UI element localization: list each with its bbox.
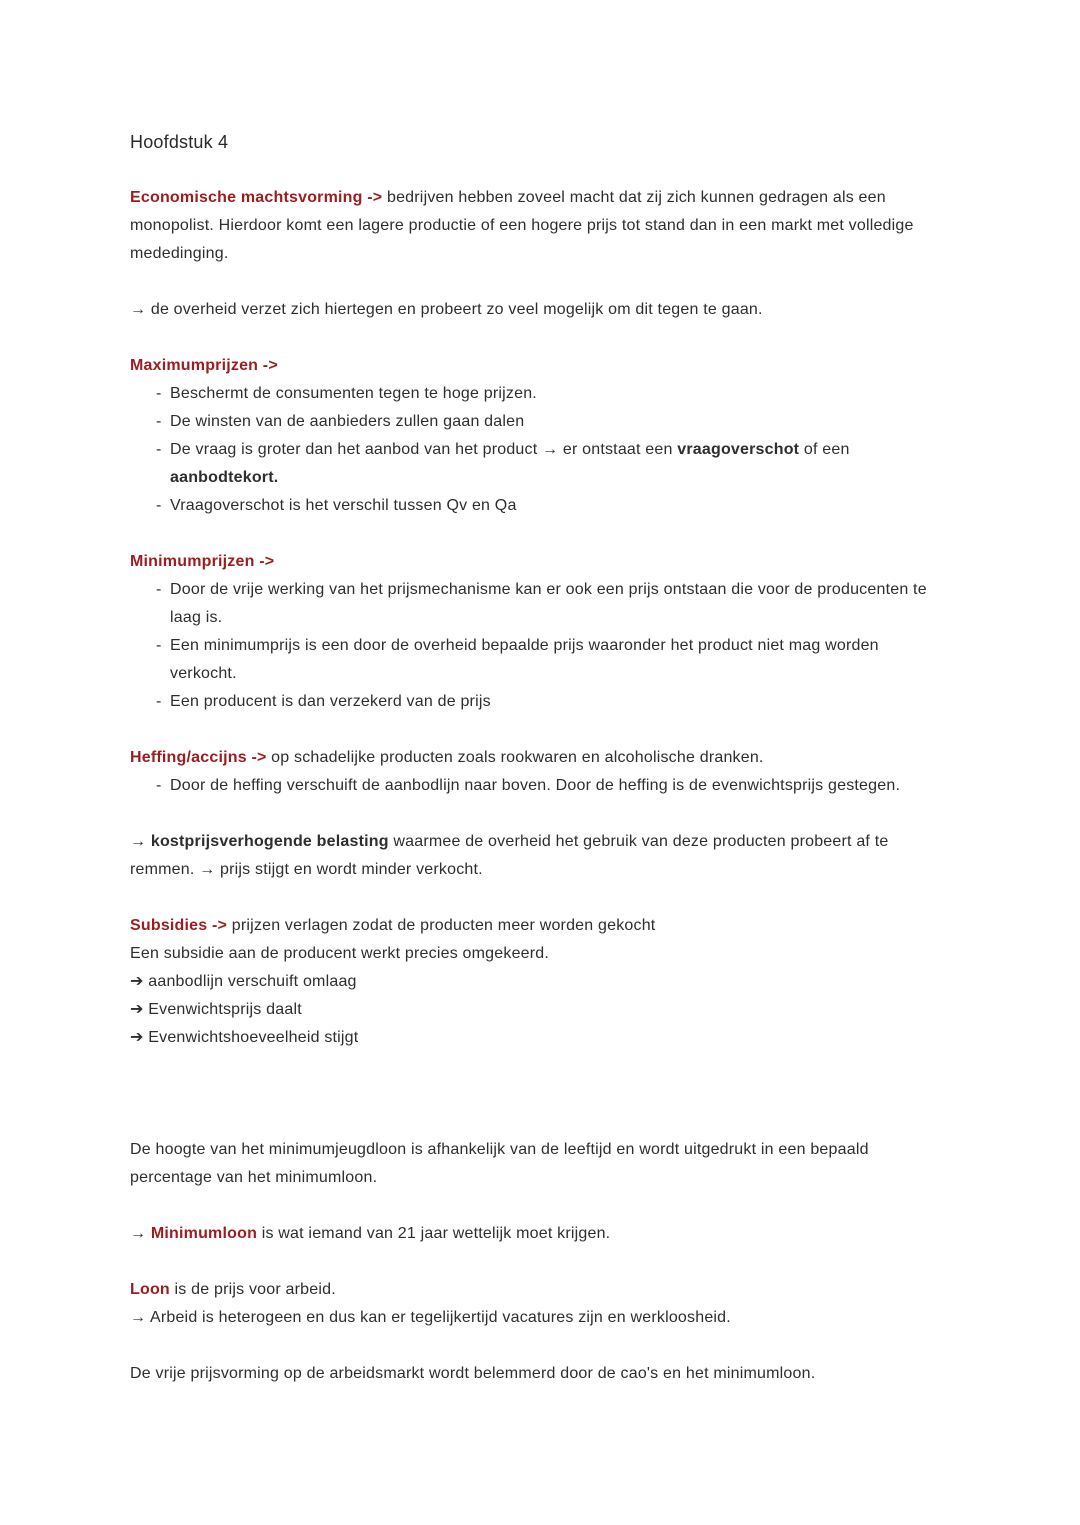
list-item xyxy=(130,772,938,800)
list-item xyxy=(130,688,938,716)
text-segment: is wat iemand van 21 jaar wettelijk moet krijgen. xyxy=(257,1225,611,1242)
paragraph-subsidies xyxy=(130,912,938,940)
list-item-text: Een producent is dan verzekerd van de prijs xyxy=(170,693,491,710)
list-item xyxy=(130,436,938,492)
heading-maximumprijzen: Maximumprijzen -> xyxy=(130,357,278,374)
list-item-text: Een minimumprijs is een door de overheid bepaalde prijs waaronder het product niet mag worden verkocht. xyxy=(170,637,879,682)
text-segment: of een xyxy=(799,441,850,458)
text-segment: → xyxy=(130,1225,151,1242)
list-item-text: Vraagoverschot is het verschil tussen Qv en Qa xyxy=(170,497,517,514)
bold-term-aanbodtekort: aanbodtekort. xyxy=(170,469,279,486)
paragraph-heffing xyxy=(130,744,938,772)
bullet-marker: - xyxy=(156,581,162,598)
heading-minimumprijzen: Minimumprijzen -> xyxy=(130,553,275,570)
paragraph-minimumjeugdloon: De hoogte van het minimumjeugdloon is afhankelijk van de leeftijd en wordt uitgedrukt in een bepaald percentage van het minimumloon. xyxy=(130,1141,869,1186)
bullet-list-minimumprijzen xyxy=(130,576,938,716)
list-item-text: Beschermt de consumenten tegen te hoge prijzen. xyxy=(170,385,537,402)
bold-term-kostprijsverhogende-belasting: kostprijsverhogende belasting xyxy=(150,833,389,850)
term-loon: Loon xyxy=(130,1281,170,1298)
list-item-text: Door de vrije werking van het prijsmechanisme kan er ook een prijs ontstaan die voor de producenten te laag is. xyxy=(170,581,927,626)
page-title: Hoofdstuk 4 xyxy=(130,132,229,152)
list-item xyxy=(130,492,938,520)
text-segment: bedrijven hebben zoveel macht dat zij zich kunnen gedragen als een monopolist. Hierdoor komt een lagere productie of een hogere prijs tot stand dan in een markt met volledige mededinging. xyxy=(130,189,914,262)
paragraph-subsidie-producent: Een subsidie aan de producent werkt precies omgekeerd. xyxy=(130,945,550,962)
bullet-marker: - xyxy=(156,497,162,514)
term-economische-machtsvorming: Economische machtsvorming -> xyxy=(130,189,383,206)
paragraph-loon xyxy=(130,1276,938,1304)
text-segment: op schadelijke producten zoals rookwaren en alcoholische dranken. xyxy=(266,749,764,766)
section-subsidies xyxy=(130,912,938,1052)
list-item-text xyxy=(170,436,938,492)
list-item-text: Door de heffing verschuift de aanbodlijn naar boven. Door de heffing is de evenwichtsprijs gestegen. xyxy=(170,777,901,794)
paragraph-minimumloon xyxy=(130,1220,938,1248)
bullet-list-maximumprijzen xyxy=(130,380,938,520)
paragraph-vrije-prijsvorming: De vrije prijsvorming op de arbeidsmarkt wordt belemmerd door de cao's en het minimumloon. xyxy=(130,1365,816,1382)
bullet-marker: - xyxy=(156,385,162,402)
list-item xyxy=(130,380,938,408)
paragraph-overheid-verzet: → de overheid verzet zich hiertegen en probeert zo veel mogelijk om dit tegen te gaan. xyxy=(130,301,763,318)
arrow-line-evenwichtshoeveelheid: ➔ Evenwichtshoeveelheid stijgt xyxy=(130,1029,359,1046)
bullet-marker: - xyxy=(156,441,162,458)
text-segment: is de prijs voor arbeid. xyxy=(169,1281,336,1298)
paragraph-arbeid-heterogeen: → Arbeid is heterogeen en dus kan er tegelijkertijd vacatures zijn en werkloosheid. xyxy=(130,1309,731,1326)
text-segment: waarmee de overheid het gebruik van deze producten probeert af te remmen. → prijs stijgt en wordt minder verkocht. xyxy=(130,833,889,878)
term-minimumloon: Minimumloon xyxy=(150,1225,258,1242)
paragraph-kostprijsverhogende-belasting xyxy=(130,828,938,884)
list-item-text: De winsten van de aanbieders zullen gaan dalen xyxy=(170,413,525,430)
bold-term-vraagoverschot: vraagoverschot xyxy=(677,441,800,458)
section-loon xyxy=(130,1276,938,1332)
section-heffing xyxy=(130,744,938,800)
bullet-marker: - xyxy=(156,413,162,430)
bullet-marker: - xyxy=(156,777,162,794)
text-segment: De vraag is groter dan het aanbod van het product → er ontstaat een xyxy=(170,441,678,458)
term-heffing-accijns: Heffing/accijns -> xyxy=(130,749,267,766)
list-item xyxy=(130,408,938,436)
paragraph-economische-machtsvorming xyxy=(130,184,938,268)
text-segment: prijzen verlagen zodat de producten meer worden gekocht xyxy=(227,917,656,934)
bullet-marker: - xyxy=(156,637,162,654)
arrow-line-aanbodlijn: ➔ aanbodlijn verschuift omlaag xyxy=(130,973,357,990)
term-subsidies: Subsidies -> xyxy=(130,917,228,934)
bullet-marker: - xyxy=(156,693,162,710)
list-item xyxy=(130,576,938,632)
arrow-line-evenwichtsprijs: ➔ Evenwichtsprijs daalt xyxy=(130,1001,302,1018)
text-segment: → xyxy=(130,833,151,850)
list-item xyxy=(130,632,938,688)
